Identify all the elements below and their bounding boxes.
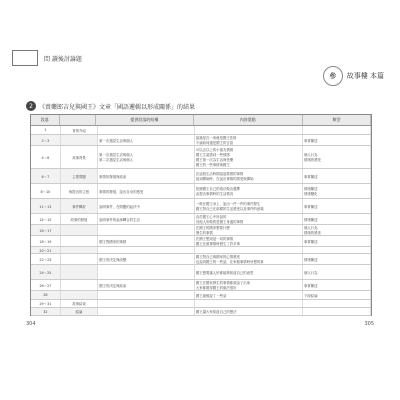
cell-line: 說明事件的起承轉合的生活 — [99, 217, 140, 222]
cell-c2: 事件轉折 — [61, 199, 98, 213]
cell-line: 國王讓大家知道自己的想法 — [195, 310, 237, 314]
section-heading — [26, 101, 195, 111]
cell-c3 — [98, 247, 195, 253]
cell-c2 — [61, 247, 98, 253]
cell-c3 — [98, 199, 195, 213]
cell-c3 — [98, 280, 195, 290]
table-row — [31, 265, 371, 280]
page-number-right: 305 — [364, 321, 374, 327]
cell-c2: 與提出的主張 — [61, 184, 98, 198]
cell-line: 由提出事情時的生活情況 — [195, 192, 234, 196]
cell-c5 — [303, 126, 371, 134]
cell-c2 — [61, 135, 98, 145]
analysis-table — [30, 114, 372, 316]
cell-c4 — [195, 146, 303, 168]
cell-line: 國王的決定與改變 — [99, 257, 127, 262]
cell-c4 — [195, 291, 303, 299]
cell-c4 — [195, 135, 303, 145]
cell-c5 — [303, 225, 371, 235]
table-row — [31, 247, 371, 254]
table-row — [31, 135, 371, 146]
cell-c1: 32 — [31, 308, 61, 315]
cell-c3 — [98, 146, 195, 168]
table-row — [31, 308, 371, 316]
table-row — [31, 254, 371, 265]
cell-line: 個人行為 — [303, 226, 318, 230]
table-row — [31, 280, 371, 291]
cell-c1: 29～31 — [31, 300, 61, 307]
cell-c4 — [195, 184, 303, 198]
cell-c3 — [98, 308, 195, 315]
cell-c5 — [303, 265, 371, 279]
cell-c1: 18～19 — [31, 236, 61, 246]
cell-c2: 主要問題 — [61, 169, 98, 183]
cell-c4 — [195, 169, 303, 183]
cell-line: 下段結論 — [303, 293, 318, 298]
cell-c3 — [98, 169, 195, 183]
cell-line: 依據國王自己的看法做出選擇 — [195, 187, 240, 191]
cell-c1: 6～7 — [31, 169, 61, 183]
cell-c1: 16～17 — [31, 225, 61, 235]
cell-line: 情緒陳述 — [303, 187, 318, 191]
cell-c5 — [303, 236, 371, 246]
decoration-icon — [12, 50, 38, 66]
cell-line: 說到開始時，在說出事情的感受與開始 — [195, 177, 254, 181]
cell-c5 — [303, 184, 371, 198]
cell-c1: 22～23 — [31, 254, 61, 264]
table-row — [31, 291, 371, 300]
cell-c3 — [98, 214, 195, 224]
header-col-3: 提供段落的結構 — [96, 115, 194, 125]
cell-line: 事情的發展，說出自身的感受 — [99, 189, 144, 194]
cell-line: 情緒陳述 — [303, 257, 318, 262]
cell-c4 — [195, 214, 303, 224]
cell-c5 — [303, 308, 371, 315]
cell-line: 國王在做事情時發生了許多事 — [195, 242, 240, 246]
header-col-2 — [60, 115, 96, 125]
cell-c5 — [303, 291, 371, 299]
cell-c4 — [195, 265, 303, 279]
cell-line: 一般在國王身上，說出一件一件的事件發生 — [195, 202, 261, 206]
cell-c2: 結論 — [61, 308, 98, 315]
cell-c5 — [303, 300, 371, 307]
cell-c5 — [303, 135, 371, 145]
cell-line: 國王對自己在那樣的生活感受以及事件的意義 — [195, 207, 264, 211]
cell-c2 — [61, 254, 98, 264]
cell-c1: 11～13 — [31, 199, 61, 213]
cell-line: 說過是否一來就是國王性格 — [195, 136, 237, 140]
cell-c3 — [98, 300, 195, 307]
cell-c5 — [303, 169, 371, 183]
cell-c4 — [195, 225, 303, 235]
cell-line: 第一次遇見生活與個人 — [99, 138, 134, 143]
cell-c3 — [98, 126, 195, 134]
cell-line: 國王第一次為生活與快樂 — [195, 158, 234, 162]
cell-line: 在這段生活時期說起要做的事情 — [195, 172, 244, 176]
cell-c3 — [98, 184, 195, 198]
table-row — [31, 184, 371, 199]
cell-line: 國王對國家的事情 — [99, 239, 127, 244]
cell-c5 — [303, 199, 371, 213]
cell-c1: 2～3 — [31, 135, 61, 145]
cell-c2: 背景介紹 — [61, 126, 98, 134]
cell-c2 — [61, 236, 98, 246]
section-number: 2 — [26, 101, 36, 111]
cell-line: 發生的事情 — [195, 231, 213, 235]
cell-c1: 20～21 — [31, 247, 61, 253]
cell-c3 — [98, 236, 195, 246]
cell-c1: 8～10 — [31, 184, 61, 198]
section-title-text: 《賣藥郎吉兒與國王》文章「國語邏輯以形成關係」的結果 — [39, 103, 196, 111]
cell-c2 — [61, 280, 98, 290]
cell-c4 — [195, 236, 303, 246]
cell-line: 情緒的感受 — [303, 231, 321, 235]
cell-line: 情緒變化 — [303, 192, 318, 196]
cell-c3 — [98, 225, 195, 235]
header-col-1: 段落 — [31, 115, 60, 125]
cell-c4 — [195, 254, 303, 264]
chapter-header-right — [323, 66, 384, 86]
cell-c3 — [98, 135, 195, 145]
cell-line: 國王的一些事情與國王 — [195, 163, 230, 167]
cell-line: 大家都覺得國王的做法很好 — [195, 286, 237, 290]
table-row — [31, 199, 371, 214]
cell-line: 可以去以上的小朋友情緒 — [195, 148, 234, 152]
cell-c1: 26～27 — [31, 280, 61, 290]
cell-line: 事實陳述 — [303, 239, 318, 244]
cell-line: 不論如何還是國王的言語 — [195, 141, 234, 145]
cell-c3 — [98, 291, 195, 299]
cell-line: 情緒的感受 — [303, 158, 321, 162]
header-col-5: 類型 — [303, 115, 371, 125]
cell-c5 — [303, 280, 371, 290]
cell-c1: 4～6 — [31, 146, 61, 168]
cell-c1: 14～15 — [31, 214, 61, 224]
table-header — [31, 115, 371, 126]
cell-line: 說明事件，在問題的起伏中 — [99, 204, 140, 209]
cell-line: 事實陳述 — [303, 174, 318, 179]
cell-line: 其他人所做的是國王身邊的事情 — [195, 220, 244, 224]
cell-line: 第二次遇見生活與個人 — [99, 158, 134, 162]
cell-c3 — [98, 254, 195, 264]
cell-c3 — [98, 265, 195, 279]
cell-line: 事實陳述 — [303, 138, 318, 143]
cell-line: 在國王的國家想要什麼 — [195, 226, 230, 230]
cell-c5 — [303, 214, 371, 224]
cell-c4 — [195, 247, 303, 253]
chapter-header-left — [12, 50, 82, 66]
table-body — [31, 126, 371, 316]
table-row — [31, 146, 371, 169]
cell-line: 個人行為 — [303, 153, 318, 157]
cell-line: 事實陳述 — [303, 283, 318, 288]
page-number-left: 304 — [26, 321, 36, 327]
table-row — [31, 169, 371, 184]
cell-c5 — [303, 146, 371, 168]
chapter-tag: 問 讀後討論題 — [44, 55, 82, 63]
cell-line: 國王生氣感到一些情感 — [195, 153, 230, 157]
cell-c2: 故事結束 — [61, 300, 98, 307]
cell-c4 — [195, 126, 303, 134]
cell-c1: 28 — [31, 291, 61, 299]
cell-c1: 1 — [31, 126, 61, 134]
table-row — [31, 300, 371, 308]
cell-c2 — [61, 265, 98, 279]
cell-line: 情緒陳述 — [303, 217, 318, 222]
cell-c5 — [303, 247, 371, 253]
cell-c4 — [195, 280, 303, 290]
cell-c4 — [195, 199, 303, 213]
cell-line: 事情的發展與結束 — [99, 174, 127, 179]
table-row — [31, 225, 371, 236]
cell-c2: 故事背景 — [61, 146, 98, 168]
cell-line: 個人行為 — [303, 270, 318, 275]
cell-c4 — [195, 308, 303, 315]
cell-line: 事實陳述 — [303, 204, 318, 209]
cell-c5 — [303, 254, 371, 264]
cell-line: 國王的決定與結束 — [99, 283, 127, 288]
cell-line: 由於國王心中所說的 — [195, 215, 227, 219]
table-row — [31, 236, 371, 247]
cell-line: 國王對自己與國家的心情感受 — [195, 255, 240, 259]
cell-line: 也說到國王的一些話，在家做事情時所想的事 — [195, 260, 264, 264]
cell-c2 — [61, 225, 98, 235]
cell-c2 — [61, 291, 98, 299]
cell-line: 在國王想到這一切的事情 — [195, 237, 234, 241]
cell-line: 國王在國家發生的事情都被說了出來 — [195, 281, 251, 285]
cell-c4 — [195, 300, 303, 307]
cell-c1: 24～25 — [31, 265, 61, 279]
cell-line: 國王最後說了一些話 — [195, 293, 227, 298]
cell-c2: 故事的發展 — [61, 214, 98, 224]
chapter-title: 故事樓 本篇 — [346, 72, 384, 80]
badge-icon: 參 — [323, 66, 343, 86]
header-col-4: 內容重點 — [194, 115, 303, 125]
table-row — [31, 214, 371, 225]
cell-line: 第一次遇見生活與個人 — [99, 153, 134, 157]
cell-line: 國王想要讓人民都能夠知道自己的意思 — [195, 270, 254, 275]
table-row — [31, 126, 371, 135]
